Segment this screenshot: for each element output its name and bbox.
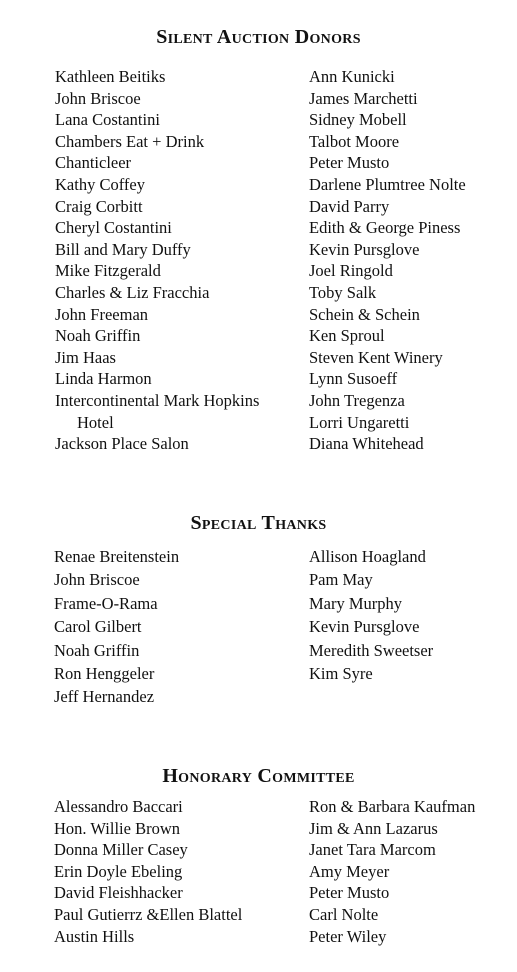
name-entry: Bill and Mary Duffy: [55, 239, 191, 259]
name-entry: Diana Whitehead: [309, 434, 424, 454]
name-entry: Austin Hills: [54, 926, 135, 946]
name-entry: Jackson Place Salon: [55, 434, 189, 454]
name-entry: Frame-O-Rama: [54, 593, 158, 613]
name-entry: Kevin Pursglove: [309, 239, 420, 259]
name-entry: Chambers Eat + Drink: [55, 131, 205, 151]
name-entry: Peter Wiley: [309, 926, 387, 946]
name-entry: Joel Ringold: [309, 261, 393, 281]
honorary-committee-heading: Honorary Committee: [162, 765, 355, 787]
name-entry: Kevin Pursglove: [309, 617, 420, 637]
silent-auction-heading: Silent Auction Donors: [156, 26, 361, 48]
name-entry: Allison Hoagland: [309, 547, 426, 566]
special-thanks-heading: Special Thanks: [190, 512, 327, 534]
name-entry: Steven Kent Winery: [309, 347, 443, 367]
name-entry: Talbot Moore: [309, 131, 400, 151]
name-entry: Carl Nolte: [309, 904, 379, 924]
name-entry: Mike Fitzgerald: [55, 261, 161, 281]
name-entry: Lana Costantini: [55, 110, 160, 130]
name-entry: Darlene Plumtree Nolte: [309, 174, 466, 194]
name-entry: Cheryl Costantini: [55, 218, 172, 238]
name-entry: Edith & George Piness: [309, 218, 461, 238]
name-entry: Craig Corbitt: [55, 196, 143, 216]
name-entry: John Freeman: [55, 304, 149, 324]
name-entry: John Briscoe: [55, 88, 141, 108]
special-thanks-right-list: [309, 545, 509, 685]
name-entry: Mary Murphy: [309, 593, 403, 613]
special-thanks-section: [0, 512, 517, 535]
name-entry: Jeff Hernandez: [54, 687, 155, 707]
name-entry: Peter Musto: [309, 883, 390, 903]
name-entry: Jim Haas: [55, 347, 116, 367]
name-entry: Ron Henggeler: [54, 664, 155, 684]
name-entry: Ann Kunicki: [309, 67, 395, 86]
name-entry: Ken Sproul: [309, 326, 385, 346]
silent-auction-section: [0, 26, 517, 49]
name-entry: Toby Salk: [309, 282, 377, 302]
name-entry: Kim Syre: [309, 664, 373, 684]
name-entry: Hon. Willie Brown: [54, 818, 180, 838]
name-entry: Peter Musto: [309, 153, 390, 173]
silent-auction-right-list: [309, 66, 509, 455]
name-entry: Linda Harmon: [55, 369, 152, 389]
name-entry: Ron & Barbara Kaufman: [309, 797, 476, 816]
name-entry: David Fleishhacker: [54, 883, 183, 903]
name-entry: Charles & Liz Fracchia: [55, 282, 210, 302]
name-entry: Carol Gilbert: [54, 617, 142, 637]
name-entry: David Parry: [309, 196, 390, 216]
name-entry: Lorri Ungaretti: [309, 412, 410, 432]
name-entry: James Marchetti: [309, 88, 418, 108]
special-thanks-left-list: [54, 545, 294, 709]
name-entry: Noah Griffin: [55, 326, 141, 346]
name-entry: Sidney Mobell: [309, 110, 407, 130]
name-entry: John Tregenza: [309, 390, 405, 410]
name-entry: Pam May: [309, 570, 373, 590]
name-entry: Kathleen Beitiks: [55, 67, 166, 86]
name-entry: Erin Doyle Ebeling: [54, 861, 183, 881]
silent-auction-left-list: [55, 66, 295, 455]
name-entry: Kathy Coffey: [55, 174, 145, 194]
name-entry: John Briscoe: [54, 570, 140, 590]
name-entry: Renae Breitenstein: [54, 547, 180, 566]
name-entry: Chanticleer: [55, 153, 132, 173]
name-entry: Schein & Schein: [309, 304, 420, 324]
name-entry: Noah Griffin: [54, 640, 140, 660]
name-entry: Meredith Sweetser: [309, 640, 434, 660]
name-entry: Alessandro Baccari: [54, 797, 183, 816]
name-entry: Jim & Ann Lazarus: [309, 818, 438, 838]
name-entry: Donna Miller Casey: [54, 840, 188, 860]
name-entry: Intercontinental Mark Hopkins Hotel: [55, 390, 260, 432]
name-entry: Janet Tara Marcom: [309, 840, 436, 860]
honorary-committee-left-list: [54, 796, 304, 947]
name-entry: Paul Gutierrz &Ellen Blattel: [54, 904, 243, 924]
honorary-committee-section: [0, 765, 517, 788]
name-entry: Amy Meyer: [309, 861, 390, 881]
honorary-committee-right-list: [309, 796, 514, 947]
name-entry: Lynn Susoeff: [309, 369, 398, 389]
